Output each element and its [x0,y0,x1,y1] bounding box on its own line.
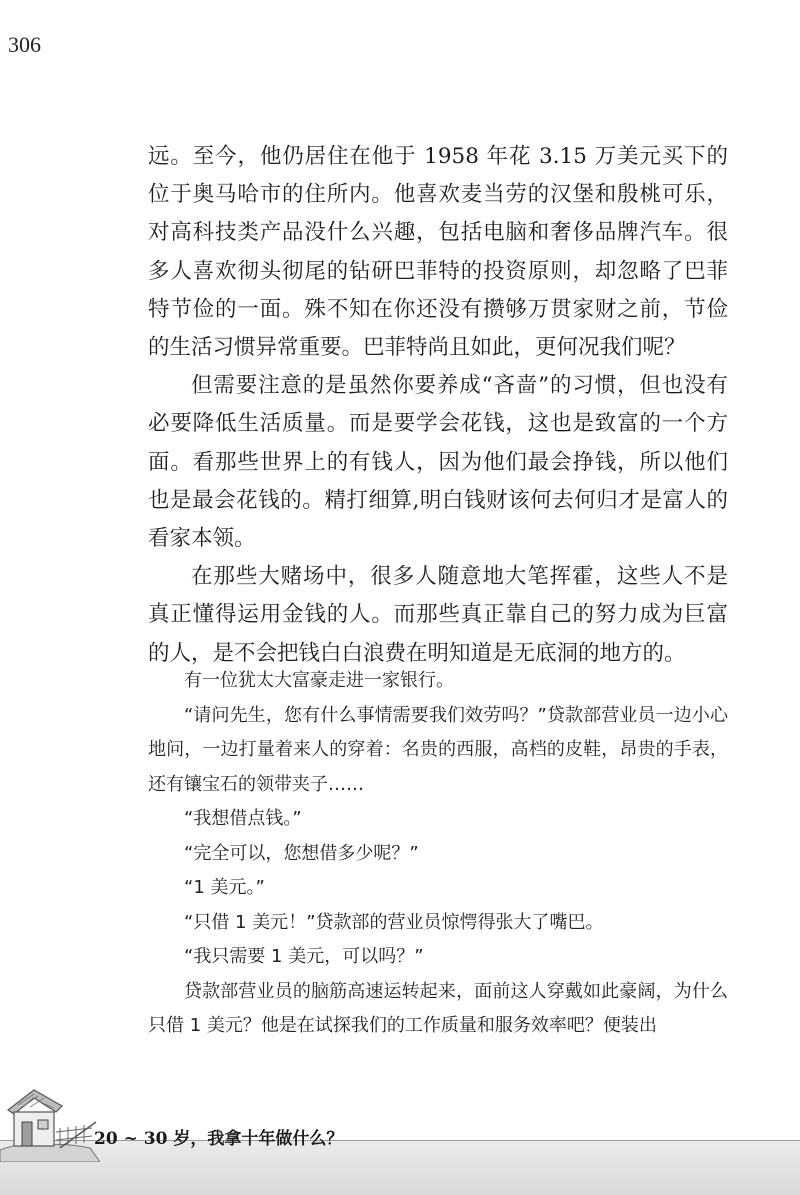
body-paragraph-3: 在那些大赌场中，很多人随意地大笔挥霍，这些人不是真正懂得运用金钱的人。而那些真正靠自己的努力成为巨富的人，是不会把钱白白浪费在明知道是无底洞的地方的。 [148,564,728,666]
story-paragraph-6: “只借 1 美元！”贷款部的营业员惊愕得张大了嘴巴。 [184,911,604,933]
story-text [148,664,728,1044]
body-paragraph-2: 但需要注意的是虽然你要养成“吝啬”的习惯，但也没有必要降低生活质量。而是要学会花钱，这也是致富的一个方面。看那些世界上的有钱人，因为他们最会挣钱，所以他们也是最会花钱的。精打细算,明白钱财该何去何归才是富人的看家本领。 [148,373,728,552]
house-illustration-icon [0,1072,100,1162]
main-body-text [148,138,728,673]
story-paragraph-5: “1 美元。” [184,877,265,898]
footer-book-title: 20 ~ 30 岁，我拿十年做什么？ [94,1129,344,1149]
story-paragraph-3: “我想借点钱。” [184,808,302,829]
story-paragraph-4: “完全可以，您想借多少呢？” [184,842,419,864]
story-paragraph-2: “请问先生，您有什么事情需要我们效劳吗？”贷款部营业员一边小心地问，一边打量着来人的穿着：名贵的西服，高档的皮鞋，昂贵的手表，还有镶宝石的领带夹子…… [148,704,728,795]
story-paragraph-7: “我只需要 1 美元，可以吗？” [184,946,424,967]
story-paragraph-1: 有一位犹太大富豪走进一家银行。 [184,670,454,691]
story-paragraph-8: 贷款部营业员的脑筋高速运转起来，面前这人穿戴如此豪阔，为什么只借 1 美元？他是在试探我们的工作质量和服务效率吧？便装出 [148,980,728,1036]
body-paragraph-1: 远。至今，他仍居住在他于 1958 年花 3.15 万美元买下的位于奥马哈市的住所内。他喜欢麦当劳的汉堡和殷桃可乐，对高科技类产品没什么兴趣，包括电脑和奢侈品牌汽车。很多人喜欢彻头彻尾的钻研巴菲特的投资原则，却忽略了巴菲特节俭的一面。殊不知在你还没有攒够万贯家财之前，节俭的生活习惯异常重要。巴菲特尚且如此，更何况我们呢？ [148,144,728,361]
page-number: 306 [8,32,41,57]
